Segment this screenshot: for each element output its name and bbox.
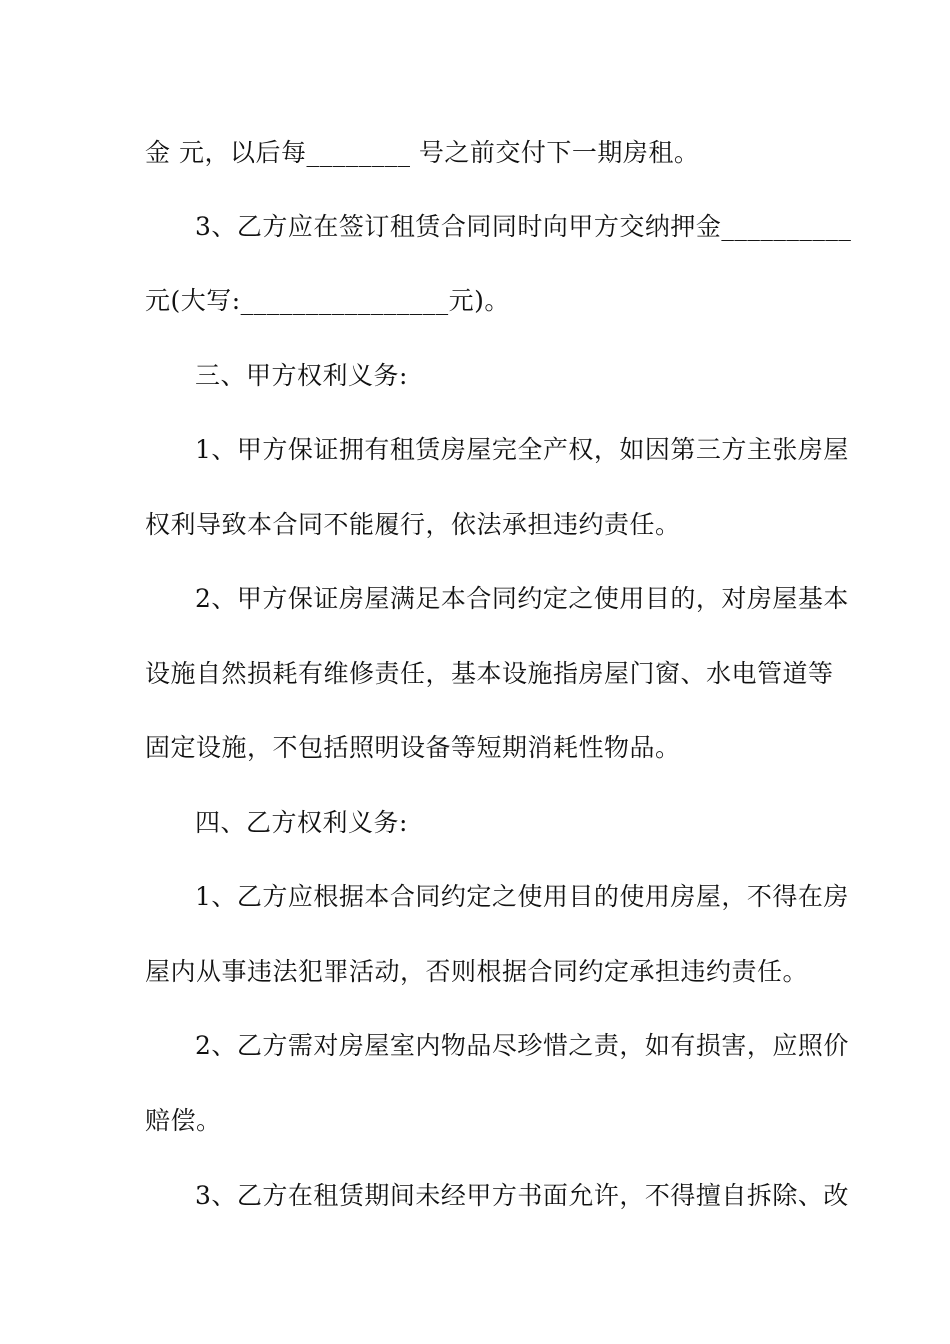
text-line: 2、甲方保证房屋满足本合同约定之使用目的，对房屋基本: [195, 584, 849, 613]
text-line: 3、乙方应在签订租赁合同同时向甲方交纳押金__________: [195, 212, 852, 241]
text-line: 金 元，以后每________ 号之前交付下一期房租。: [145, 138, 700, 167]
text-line: 元(大写:________________元)。: [145, 286, 510, 315]
text-line: 屋内从事违法犯罪活动，否则根据合同约定承担违约责任。: [145, 957, 809, 986]
text-line: 赔偿。: [145, 1106, 222, 1135]
text-line: 2、乙方需对房屋室内物品尽珍惜之责，如有损害，应照价: [195, 1031, 849, 1060]
text-line: 3、乙方在租赁期间未经甲方书面允许，不得擅自拆除、改: [195, 1181, 849, 1210]
text-line: 权利导致本合同不能履行，依法承担违约责任。: [145, 510, 681, 539]
text-line: 1、乙方应根据本合同约定之使用目的使用房屋，不得在房: [195, 882, 849, 911]
text-line: 设施自然损耗有维修责任，基本设施指房屋门窗、水电管道等: [145, 659, 834, 688]
section-heading: 三、甲方权利义务:: [195, 361, 408, 390]
section-heading: 四、乙方权利义务:: [195, 808, 408, 837]
text-line: 固定设施，不包括照明设备等短期消耗性物品。: [145, 733, 681, 762]
text-line: 1、甲方保证拥有租赁房屋完全产权，如因第三方主张房屋: [195, 435, 849, 464]
